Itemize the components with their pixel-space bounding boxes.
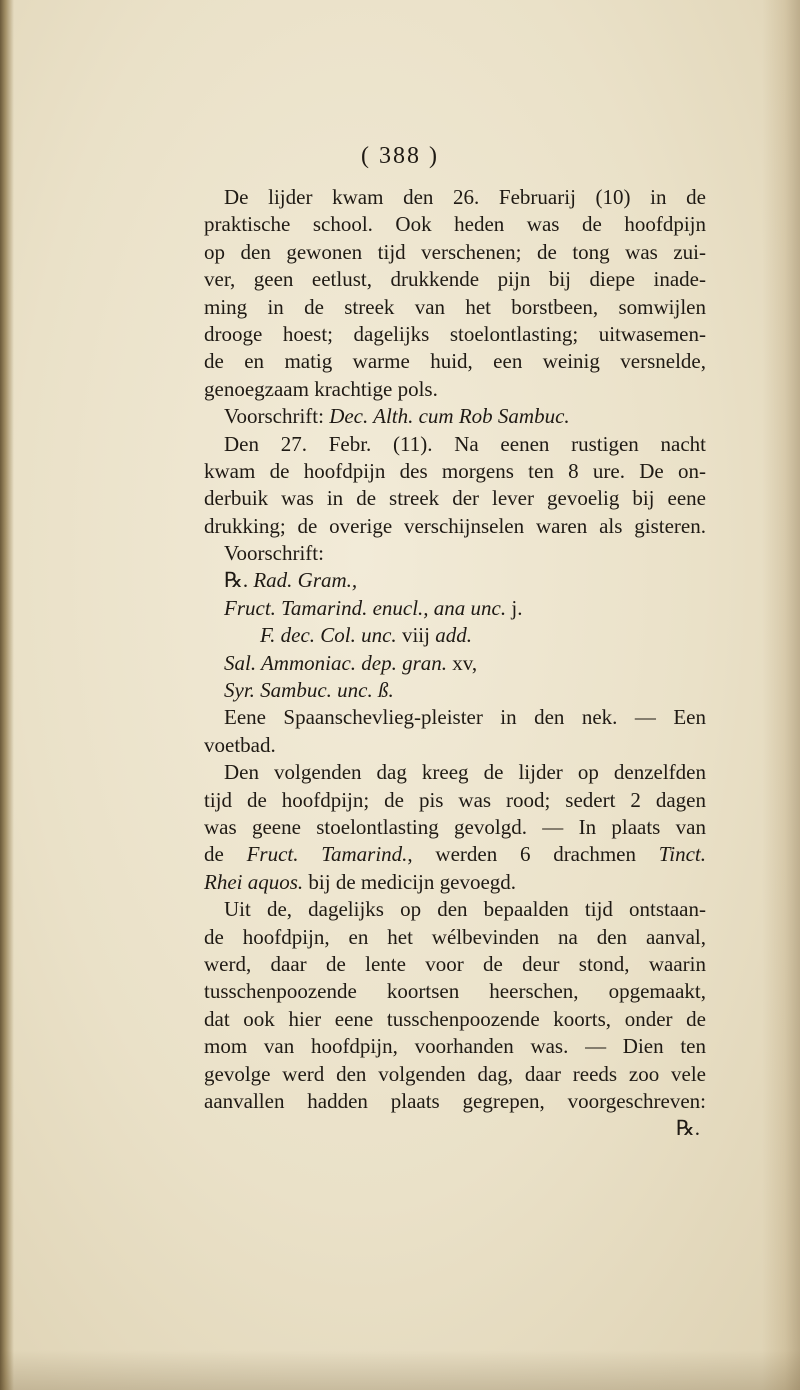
italic-text: Fruct. Tamarind. enucl., ana unc. (224, 595, 507, 620)
italic-text: F. dec. Col. unc. (260, 623, 397, 648)
text-line (204, 787, 706, 814)
text-line (204, 211, 706, 238)
text-line (204, 622, 706, 649)
text-line (204, 1006, 706, 1033)
text-line (204, 1088, 706, 1115)
text-line (204, 1115, 706, 1142)
text-line (204, 540, 706, 567)
text-line (204, 376, 706, 403)
text-line (204, 978, 706, 1005)
line-text: praktische school. Ook heden was de hoofdpijn (204, 212, 706, 237)
text-line (204, 266, 706, 293)
line-text: De lijder kwam den 26. Februarij (10) in de (224, 185, 706, 209)
page-bottom-shadow (0, 1350, 800, 1390)
line-text: op den gewonen tijd verschenen; de tong was zui- (204, 239, 706, 264)
line-text: Den 27. Febr. (11). Na eenen rustigen nacht (224, 431, 706, 456)
text-line (204, 650, 706, 677)
italic-text: Sal. Ammoniac. dep. gran. (224, 650, 448, 675)
line-text: Eene Spaanschevlieg-pleister in den nek. — Een (224, 705, 706, 730)
line-text: gevolge werd den volgenden dag, daar reeds zoo vele (204, 1061, 706, 1086)
text-line (204, 567, 706, 594)
italic-text: add. (435, 623, 472, 648)
line-text: tijd de hoofdpijn; de pis was rood; sedert 2 dagen (204, 787, 706, 812)
text-line (204, 403, 706, 430)
text-line (204, 458, 706, 485)
line-text: voetbad. (204, 732, 276, 757)
line-text: derbuik was in de streek der lever gevoelig bij eene (204, 486, 706, 511)
italic-text: Rad. Gram., (253, 568, 358, 593)
line-text: Den volgenden dag kreeg de lijder op denzelfden (224, 760, 706, 785)
line-text: xv, (447, 650, 478, 675)
text-line (204, 294, 706, 321)
italic-text: Rhei aquos. (204, 869, 304, 894)
text-line (204, 485, 706, 512)
text-line (204, 431, 706, 458)
line-text: ℞. (224, 568, 254, 593)
text-line (204, 732, 706, 759)
line-text: drooge hoest; dagelijks stoelontlasting; uitwasemen- (204, 321, 706, 346)
line-text: genoegzaam krachtige pols. (204, 376, 438, 401)
text-line (204, 924, 706, 951)
text-line (204, 951, 706, 978)
text-line (204, 184, 706, 211)
body-text (204, 184, 706, 1143)
line-text: de (204, 842, 247, 867)
text-line (204, 704, 706, 731)
line-text: de en matig warme huid, een weinig versnelde, (204, 349, 706, 374)
text-line (204, 869, 706, 896)
text-line (204, 239, 706, 266)
line-text: ver, geen eetlust, drukkende pijn bij diepe inade- (204, 267, 706, 292)
line-text: viij (396, 623, 436, 648)
text-line (204, 841, 706, 868)
line-text: j. (506, 595, 523, 620)
text-line (204, 814, 706, 841)
text-line (204, 677, 706, 704)
line-text: tusschenpoozende koortsen heerschen, opgemaakt, (204, 979, 706, 1004)
line-text: Uit de, dagelijks op den bepaalden tijd ontstaan- (224, 897, 706, 922)
line-text: bij de medicijn gevoegd. (303, 869, 517, 894)
italic-text: Dec. Alth. cum Rob Sambuc. (329, 404, 570, 429)
binding-shadow (0, 0, 14, 1390)
line-text: dat ook hier eene tusschenpoozende koorts, onder de (204, 1006, 706, 1031)
line-text: , werden 6 drachmen (407, 842, 659, 867)
text-line (204, 348, 706, 375)
line-text: de hoofdpijn, en het wélbevinden na den aanval, (204, 924, 706, 949)
line-text: kwam de hoofdpijn des morgens ten 8 ure. De on- (204, 458, 706, 483)
line-text: werd, daar de lente voor de deur stond, waarin (204, 951, 706, 976)
italic-text: Tinct. (658, 842, 706, 867)
page-number: ( 388 ) (361, 143, 439, 169)
line-text: Voorschrift: (224, 404, 330, 429)
line-text: aanvallen hadden plaats gegrepen, voorgeschreven: (204, 1088, 706, 1113)
line-text: was geene stoelontlasting gevolgd. — In plaats van (204, 814, 706, 839)
line-text: ming in de streek van het borstbeen, somwijlen (204, 294, 706, 319)
text-line (204, 896, 706, 923)
line-text: ℞. (675, 1116, 700, 1141)
text-line (204, 321, 706, 348)
text-line (204, 595, 706, 622)
text-line (204, 759, 706, 786)
text-line (204, 1061, 706, 1088)
page-edge (762, 0, 800, 1390)
text-line (204, 513, 706, 540)
italic-text: Fruct. Tamarind. (246, 842, 408, 867)
text-line (204, 1033, 706, 1060)
line-text: mom van hoofdpijn, voorhanden was. — Dien ten (204, 1034, 706, 1059)
line-text: Voorschrift: (224, 541, 324, 566)
italic-text: Syr. Sambuc. unc. ß. (224, 678, 394, 703)
line-text: drukking; de overige verschijnselen waren als gisteren. (204, 513, 706, 538)
